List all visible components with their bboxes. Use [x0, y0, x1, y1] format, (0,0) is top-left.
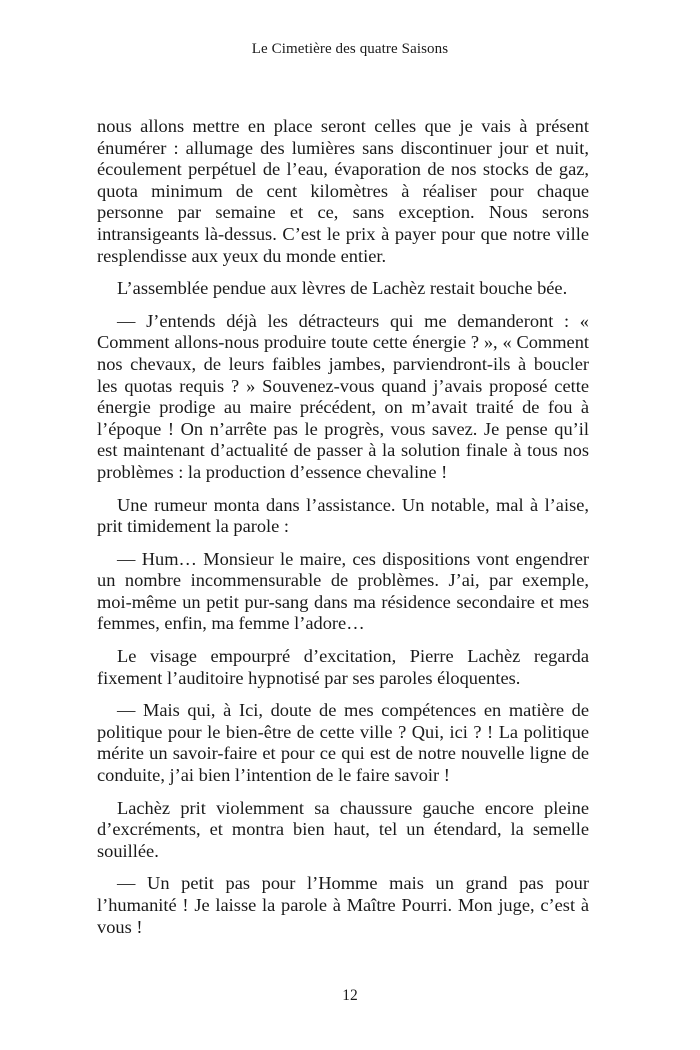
paragraph: — Hum… Monsieur le maire, ces dispositions vont engendrer un nombre incommensurable de problèmes. J’ai, par exemple, moi-même un petit pur-sang dans ma résidence secondaire et mes femmes, enfin, ma femme l’adore…	[97, 548, 589, 634]
paragraph: Une rumeur monta dans l’assistance. Un notable, mal à l’aise, prit timidement la parole :	[97, 494, 589, 537]
paragraph: Lachèz prit violemment sa chaussure gauche encore pleine d’excréments, et montra bien haut, tel un étendard, la semelle souillée.	[97, 797, 589, 861]
paragraph: — Mais qui, à Ici, doute de mes compétences en matière de politique pour le bien-être de cette ville ? Qui, ici ? ! La politique mérite un savoir-faire et pour ce qui est de notre nouvelle ligne de conduite, j’ai bien l’intention de le faire savoir !	[97, 700, 589, 786]
paragraph: L’assemblée pendue aux lèvres de Lachèz restait bouche bée.	[117, 278, 568, 299]
paragraph: — Un petit pas pour l’Homme mais un grand pas pour l’humanité ! Je laisse la parole à Maître Pourri. Mon juge, c’est à vous !	[97, 873, 589, 937]
running-header-title: Le Cimetière des quatre Saisons	[251, 41, 449, 57]
page-number: 12	[342, 987, 358, 1004]
paragraph: Le visage empourpré d’excitation, Pierre Lachèz regarda fixement l’auditoire hypnotisé par ses paroles éloquentes.	[97, 646, 589, 688]
body-text	[97, 116, 589, 938]
paragraph: — J’entends déjà les détracteurs qui me demanderont : « Comment allons-nous produire toute cette énergie ? », « Comment nos chevaux, de leurs faibles jambes, parviendront-ils à boucler les quotas requis ? » Souvenez-vous quand j’avais proposé cette énergie prodige au maire précédent, on m’avait traité de fou à l’époque ! On n’arrête pas le progrès, vous savez. Je pense qu’il est maintenant d’actualité de passer à la solution finale à tous nos problèmes : la production d’essence chevaline !	[97, 310, 589, 482]
paragraph-continuation: nous allons mettre en place seront celles que je vais à présent énumérer : allumage des lumières sans discontinuer jour et nuit, écoulement perpétuel de l’eau, évaporation de nos stocks de gaz, quota minimum de cent kilomètres à réaliser pour chaque personne par semaine et ce, sans exception. Nous serons intransigeants là-dessus. C’est le prix à payer pour que notre ville resplendisse aux yeux du monde entier.	[97, 116, 589, 266]
